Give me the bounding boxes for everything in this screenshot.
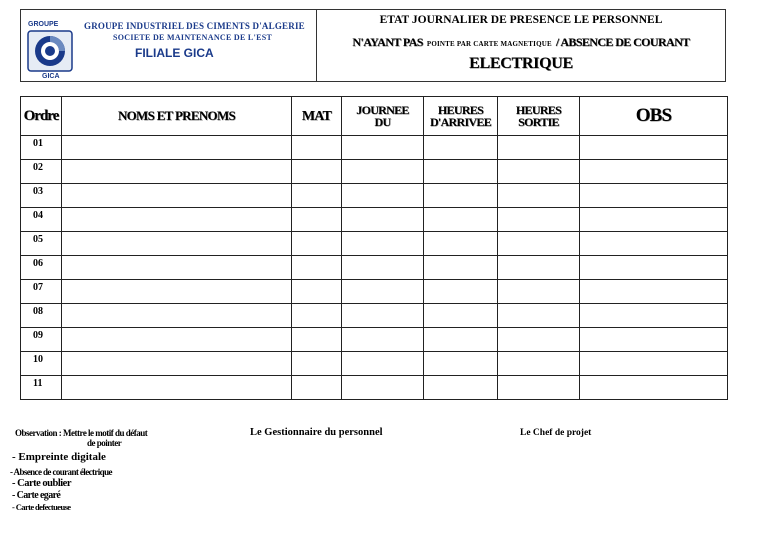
logo-top-text: GROUPE (28, 21, 59, 28)
cell-arrivee[interactable] (424, 232, 498, 256)
table-row (21, 160, 728, 184)
table-row (21, 304, 728, 328)
col-header-heures-sortie: HEURES SORTIE (498, 97, 580, 136)
cell-obs[interactable] (580, 208, 728, 232)
cell-arrivee[interactable] (424, 136, 498, 160)
cell-obs[interactable] (580, 160, 728, 184)
cell-sortie[interactable] (498, 208, 580, 232)
cell-journee[interactable] (342, 328, 424, 352)
row-order-number: 05 (21, 232, 62, 256)
cell-sortie[interactable] (498, 280, 580, 304)
row-order-number: 07 (21, 280, 62, 304)
row-order-number: 09 (21, 328, 62, 352)
cell-arrivee[interactable] (424, 208, 498, 232)
cell-mat[interactable] (292, 160, 342, 184)
cell-arrivee[interactable] (424, 352, 498, 376)
table-header-row (21, 97, 728, 136)
cell-sortie[interactable] (498, 328, 580, 352)
cell-sortie[interactable] (498, 136, 580, 160)
table-row (21, 352, 728, 376)
cell-journee[interactable] (342, 376, 424, 400)
cell-noms[interactable] (62, 304, 292, 328)
cell-obs[interactable] (580, 304, 728, 328)
col-header-obs: OBS (580, 97, 728, 136)
cell-noms[interactable] (62, 328, 292, 352)
cell-sortie[interactable] (498, 304, 580, 328)
cell-mat[interactable] (292, 256, 342, 280)
gica-logo (25, 20, 75, 82)
col-header-ordre: Ordre (21, 97, 62, 136)
observation-line-1: Observation : Mettre le motif du défaut (15, 428, 148, 438)
table-row (21, 232, 728, 256)
cell-journee[interactable] (342, 184, 424, 208)
reason-list-item: - Empreinte digitale (12, 451, 106, 463)
cell-journee[interactable] (342, 136, 424, 160)
gestionnaire-signature-label: Le Gestionnaire du personnel (250, 427, 383, 438)
row-order-number: 01 (21, 136, 62, 160)
cell-arrivee[interactable] (424, 328, 498, 352)
cell-mat[interactable] (292, 184, 342, 208)
cell-mat[interactable] (292, 232, 342, 256)
cell-noms[interactable] (62, 208, 292, 232)
cell-arrivee[interactable] (424, 160, 498, 184)
attendance-table (20, 96, 728, 400)
form-title-line-2: N'AYANT PAS POINTE PAR CARTE MAGNETIQUE / ABSENCE DE COURANT (352, 35, 690, 49)
cell-noms[interactable] (62, 280, 292, 304)
table-row (21, 256, 728, 280)
col-header-heures-arrivee: HEURES D'ARRIVEE (424, 97, 498, 136)
cell-sortie[interactable] (498, 184, 580, 208)
cell-journee[interactable] (342, 256, 424, 280)
logo-bottom-text: GICA (42, 73, 60, 80)
cell-mat[interactable] (292, 328, 342, 352)
cell-sortie[interactable] (498, 160, 580, 184)
cell-noms[interactable] (62, 232, 292, 256)
cell-journee[interactable] (342, 160, 424, 184)
cell-obs[interactable] (580, 256, 728, 280)
cell-sortie[interactable] (498, 352, 580, 376)
org-line-1: GROUPE INDUSTRIEL DES CIMENTS D'ALGERIE (84, 21, 305, 31)
cell-journee[interactable] (342, 280, 424, 304)
form-title-line-1: ETAT JOURNALIER DE PRESENCE LE PERSONNEL (379, 14, 663, 26)
row-order-number: 10 (21, 352, 62, 376)
table-row (21, 376, 728, 400)
cell-sortie[interactable] (498, 256, 580, 280)
form-title-line-3: ELECTRIQUE (469, 55, 573, 72)
cell-noms[interactable] (62, 352, 292, 376)
cell-arrivee[interactable] (424, 304, 498, 328)
row-order-number: 03 (21, 184, 62, 208)
reason-list-item: - Carte egaré (12, 490, 61, 501)
cell-journee[interactable] (342, 304, 424, 328)
cell-obs[interactable] (580, 136, 728, 160)
cell-mat[interactable] (292, 304, 342, 328)
cell-noms[interactable] (62, 136, 292, 160)
table-row (21, 328, 728, 352)
cell-mat[interactable] (292, 208, 342, 232)
cell-noms[interactable] (62, 256, 292, 280)
cell-sortie[interactable] (498, 376, 580, 400)
cell-noms[interactable] (62, 376, 292, 400)
observation-line-2: de pointer (87, 438, 122, 448)
cell-noms[interactable] (62, 184, 292, 208)
cell-obs[interactable] (580, 232, 728, 256)
row-order-number: 04 (21, 208, 62, 232)
cell-obs[interactable] (580, 376, 728, 400)
cell-journee[interactable] (342, 352, 424, 376)
col-header-journee: JOURNEE DU (342, 97, 424, 136)
org-line-2: SOCIETE DE MAINTENANCE DE L'EST (113, 33, 273, 42)
cell-mat[interactable] (292, 280, 342, 304)
row-order-number: 11 (21, 376, 62, 400)
row-order-number: 06 (21, 256, 62, 280)
table-body (21, 136, 728, 400)
col-header-mat: MAT (292, 97, 342, 136)
cell-mat[interactable] (292, 376, 342, 400)
table-row (21, 136, 728, 160)
table-row (21, 280, 728, 304)
row-order-number: 08 (21, 304, 62, 328)
org-line-3: FILIALE GICA (135, 46, 214, 60)
cell-obs[interactable] (580, 328, 728, 352)
cell-mat[interactable] (292, 136, 342, 160)
cell-arrivee[interactable] (424, 256, 498, 280)
cell-arrivee[interactable] (424, 280, 498, 304)
cell-journee[interactable] (342, 232, 424, 256)
cell-noms[interactable] (62, 160, 292, 184)
logo-emblem-icon (27, 30, 73, 72)
reason-list-item: - Carte oublier (12, 478, 71, 489)
reason-list-item: - Carte defectueuse (12, 502, 71, 512)
chef-de-projet-signature-label: Le Chef de projet (520, 428, 592, 438)
cell-journee[interactable] (342, 208, 424, 232)
cell-obs[interactable] (580, 280, 728, 304)
cell-arrivee[interactable] (424, 376, 498, 400)
cell-sortie[interactable] (498, 232, 580, 256)
cell-mat[interactable] (292, 352, 342, 376)
col-header-noms: NOMS ET PRENOMS (62, 97, 292, 136)
table-row (21, 184, 728, 208)
table-row (21, 208, 728, 232)
reason-list-item: - Absence de courant électrique (10, 467, 112, 477)
cell-obs[interactable] (580, 184, 728, 208)
cell-arrivee[interactable] (424, 184, 498, 208)
cell-obs[interactable] (580, 352, 728, 376)
row-order-number: 02 (21, 160, 62, 184)
